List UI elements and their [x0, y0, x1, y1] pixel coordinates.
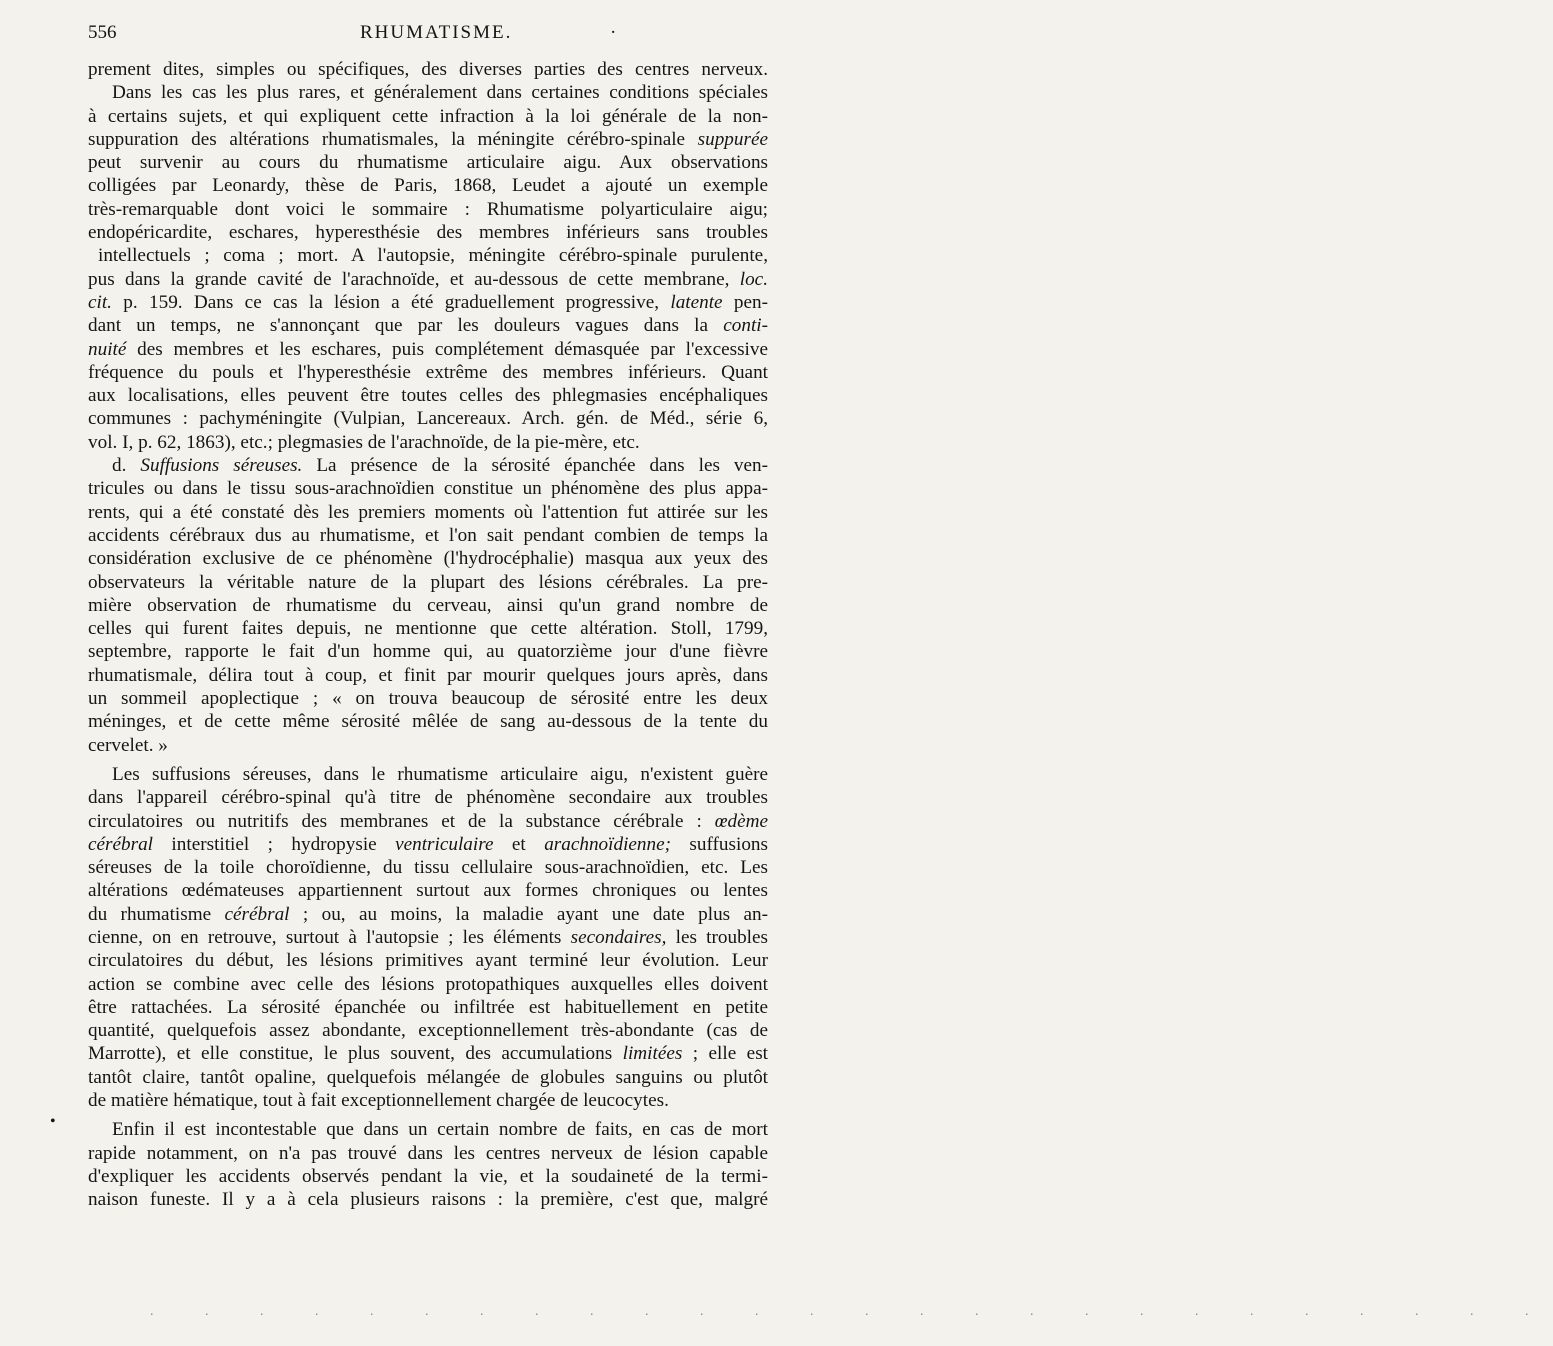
text-line: peut survenir au cours du rhumatisme articulaire aigu. Aux observations [88, 152, 768, 174]
text-line: du rhumatisme cérébral ; ou, au moins, la maladie ayant une date plus an- [88, 903, 768, 925]
running-header [88, 22, 768, 52]
text-line: cérébral interstitiel ; hydropysie ventriculaire et arachnoïdienne; suffusions [88, 833, 768, 855]
text-line: celles qui furent faites depuis, ne mentionne que cette altération. Stoll, 1799, [88, 618, 768, 640]
text-line: vol. I, p. 62, 1863), etc.; plegmasies de l'arachnoïde, de la pie-mère, etc. [88, 431, 640, 453]
text-line: septembre, rapporte le fait d'un homme qui, au quatorzième jour d'une fièvre [88, 641, 768, 663]
text-line: rapide notamment, on n'a pas trouvé dans les centres nerveux de lésion capable [88, 1142, 768, 1164]
text-line: d'expliquer les accidents observés pendant la vie, et la soudaineté de la termi- [88, 1165, 768, 1187]
text-line: rents, qui a été constaté dès les premiers moments où l'attention fut attirée sur les [88, 501, 768, 523]
text-line: suppuration des altérations rhumatismales, la méningite cérébro-spinale suppurée [88, 128, 768, 150]
text-line: nuité des membres et les eschares, puis complétement démasquée par l'excessive [88, 338, 768, 360]
text-line: dans l'appareil cérébro-spinal qu'à titre de phénomène secondaire aux troubles [88, 787, 768, 809]
text-line: séreuses de la toile choroïdienne, du tissu cellulaire sous-arachnoïdien, etc. Les [88, 857, 768, 879]
text-line: quantité, quelquefois assez abondante, exceptionnellement très-abondante (cas de [88, 1020, 768, 1042]
page-number: 556 [88, 22, 117, 43]
text-line: fréquence du pouls et l'hyperesthésie extrême des membres inférieurs. Quant [88, 361, 768, 383]
text-line: être rattachées. La sérosité épanchée ou infiltrée est habituellement en petite [88, 996, 768, 1018]
header-mark: · [610, 22, 617, 43]
text-line: Marrotte), et elle constitue, le plus souvent, des accumulations limitées ; elle est [88, 1043, 768, 1065]
text-line: tantôt claire, tantôt opaline, quelquefois mélangée de globules sanguins ou plutôt [88, 1066, 768, 1088]
text-line: cienne, on en retrouve, surtout à l'autopsie ; les éléments secondaires, les troubles [88, 926, 768, 948]
text-line: circulatoires ou nutritifs des membranes et de la substance cérébrale : œdème [88, 810, 768, 832]
text-line: Enfin il est incontestable que dans un certain nombre de faits, en cas de mort [112, 1119, 768, 1141]
text-body [88, 58, 768, 1212]
text-line: endopéricardite, eschares, hyperesthésie des membres inférieurs sans troubles [88, 222, 768, 244]
text-line: dant un temps, ne s'annonçant que par les douleurs vagues dans la conti- [88, 315, 768, 337]
text-line: cit. p. 159. Dans ce cas la lésion a été graduellement progressive, latente pen- [88, 291, 768, 313]
text-line: naison funeste. Il y a à cela plusieurs raisons : la première, c'est que, malgré [88, 1189, 768, 1211]
text-line: très-remarquable dont voici le sommaire : Rhumatisme polyarticulaire aigu; [88, 198, 768, 220]
running-title: RHUMATISME. [360, 22, 513, 43]
text-line: à certains sujets, et qui expliquent cette infraction à la loi générale de la non- [88, 105, 768, 127]
text-line: considération exclusive de ce phénomène (l'hydrocéphalie) masqua aux yeux des [88, 548, 768, 570]
text-line: Dans les cas les plus rares, et généralement dans certaines conditions spéciales [112, 82, 768, 104]
margin-bullet-mark: • [50, 1113, 56, 1130]
text-line: colligées par Leonardy, thèse de Paris, 1868, Leudet a ajouté un exemple [88, 175, 768, 197]
text-line: communes : pachyméningite (Vulpian, Lancereaux. Arch. gén. de Méd., série 6, [88, 408, 768, 430]
text-line: de matière hématique, tout à fait exceptionnellement chargée de leucocytes. [88, 1090, 669, 1112]
text-line: accidents cérébraux dus au rhumatisme, et l'on sait pendant combien de temps la [88, 524, 768, 546]
text-line: cervelet. » [88, 734, 168, 756]
section-d-heading-line: d. Suffusions séreuses. La présence de la sérosité épanchée dans les ven- [112, 455, 768, 477]
text-line: tricules ou dans le tissu sous-arachnoïdien constitue un phénomène des plus appa- [88, 478, 768, 500]
text-line: rhumatismale, délira tout à coup, et finit par mourir quelques jours après, dans [88, 664, 768, 686]
text-line: Les suffusions séreuses, dans le rhumatisme articulaire aigu, n'existent guère [112, 763, 768, 785]
text-line: intellectuels ; coma ; mort. A l'autopsie, méningite cérébro-spinale purulente, [98, 245, 768, 267]
text-line: circulatoires du début, les lésions primitives ayant terminé leur évolution. Leur [88, 950, 768, 972]
text-line: méninges, et de cette même sérosité mêlée de sang au-dessous de la tente du [88, 711, 768, 733]
text-line: aux localisations, elles peuvent être toutes celles des phlegmasies encéphaliques [88, 385, 768, 407]
text-line: altérations œdémateuses appartiennent surtout aux formes chroniques ou lentes [88, 880, 768, 902]
footer-dots: . . . . . . . . . . . . . . . . . . . . . . . . . . [150, 1304, 1553, 1319]
text-line: mière observation de rhumatisme du cerveau, ainsi qu'un grand nombre de [88, 594, 768, 616]
text-line: prement dites, simples ou spécifiques, des diverses parties des centres nerveux. [88, 59, 768, 80]
text-line: action se combine avec celle des lésions protopathiques auxquelles elles doivent [88, 973, 768, 995]
text-line: un sommeil apoplectique ; « on trouva beaucoup de sérosité entre les deux [88, 688, 768, 710]
text-line: pus dans la grande cavité de l'arachnoïde, et au-dessous de cette membrane, loc. [88, 268, 768, 290]
text-line: observateurs la véritable nature de la plupart des lésions cérébrales. La pre- [88, 571, 768, 593]
